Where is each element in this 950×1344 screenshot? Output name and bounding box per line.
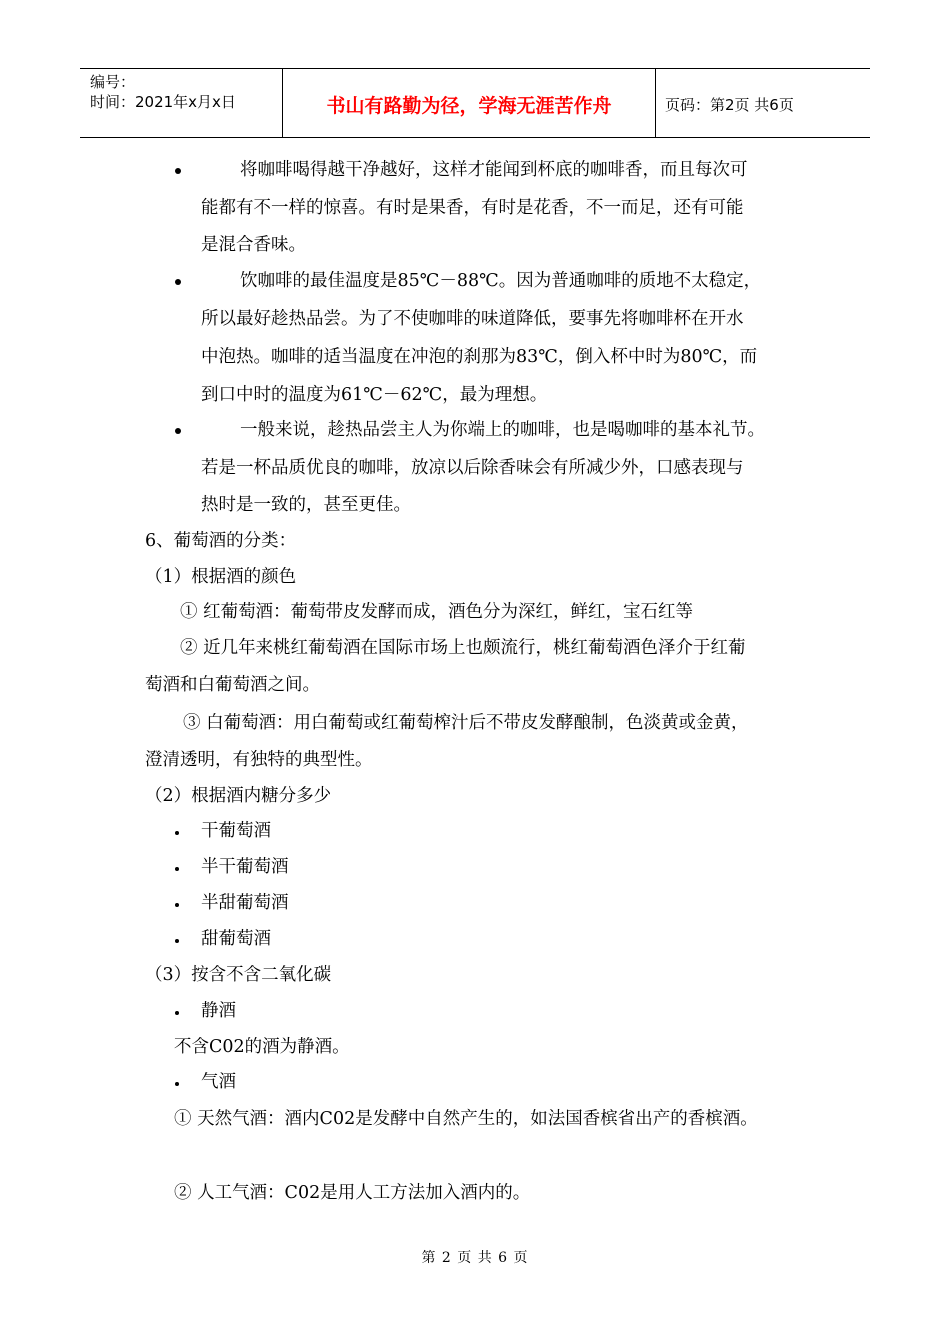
section-title: 6、葡萄酒的分类： <box>145 531 297 551</box>
paragraph-line: 若是一杯品质优良的咖啡，放凉以后除香味会有所减少外，口感表现与 <box>201 458 744 478</box>
document-number-label: 编号： <box>90 73 136 91</box>
header-meta-cell <box>80 69 282 137</box>
list-item: ① 天然气酒：酒内C02是发酵中自然产生的，如法国香槟省出产的香槟酒。 <box>174 1109 758 1129</box>
list-item: ② 近几年来桃红葡萄酒在国际市场上也颇流行，桃红葡萄酒色泽介于红葡 <box>180 638 746 658</box>
list-item: 静酒 <box>201 1001 236 1021</box>
paragraph-line: 一般来说，趁热品尝主人为你端上的咖啡，也是喝咖啡的基本礼节。 <box>240 420 765 440</box>
list-item: 甜葡萄酒 <box>201 929 271 949</box>
paragraph-line: 能都有不一样的惊喜。有时是果香，有时是花香，不一而足，还有可能 <box>201 198 744 218</box>
paragraph-line: 到口中时的温度为61℃－62℃，最为理想。 <box>201 385 548 405</box>
page-footer: 第 2 页 共 6 页 <box>421 1250 529 1266</box>
paragraph-line: 热时是一致的，甚至更佳。 <box>201 495 411 515</box>
paragraph-line: 将咖啡喝得越干净越好，这样才能闻到杯底的咖啡香，而且每次可 <box>240 160 748 180</box>
list-item: 半甜葡萄酒 <box>201 893 289 913</box>
list-item-continuation: 澄清透明，有独特的典型性。 <box>145 750 373 770</box>
list-item: 干葡萄酒 <box>201 821 271 841</box>
paragraph-line: 中泡热。咖啡的适当温度在冲泡的刹那为83℃，倒入杯中时为80℃，而 <box>201 347 758 367</box>
bullet-icon <box>175 279 181 285</box>
page-header <box>80 68 870 138</box>
bullet-icon <box>175 831 179 835</box>
subsection-heading: （3）按含不含二氧化碳 <box>145 965 332 985</box>
list-item: 气酒 <box>201 1072 236 1092</box>
list-item: ③ 白葡萄酒：用白葡萄或红葡萄榨汁后不带皮发酵酿制，色淡黄或金黄， <box>183 713 749 733</box>
paragraph-line: 饮咖啡的最佳温度是85℃－88℃。因为普通咖啡的质地不太稳定， <box>240 271 762 291</box>
header-page-info: 页码：第2页 共6页 <box>665 96 794 114</box>
bullet-icon <box>175 168 181 174</box>
document-date-label: 时间：2021年x月x日 <box>90 93 236 111</box>
bullet-icon <box>175 1082 179 1086</box>
header-motto: 书山有路勤为径，学海无涯苦作舟 <box>326 95 612 117</box>
subsection-heading: （1）根据酒的颜色 <box>145 567 297 587</box>
header-page-cell <box>655 69 870 137</box>
bullet-icon <box>175 428 181 434</box>
paragraph-line: 是混合香味。 <box>201 235 306 255</box>
list-item-description: 不含C02的酒为静酒。 <box>174 1037 350 1057</box>
list-item-continuation: 萄酒和白葡萄酒之间。 <box>145 675 320 695</box>
bullet-icon <box>175 903 179 907</box>
list-item: 半干葡萄酒 <box>201 857 289 877</box>
list-item: ① 红葡萄酒：葡萄带皮发酵而成，酒色分为深红，鲜红，宝石红等 <box>180 602 694 622</box>
subsection-heading: （2）根据酒内糖分多少 <box>145 786 332 806</box>
header-motto-cell <box>282 69 656 137</box>
bullet-icon <box>175 1011 179 1015</box>
paragraph-line: 所以最好趁热品尝。为了不使咖啡的味道降低，要事先将咖啡杯在开水 <box>201 309 744 329</box>
bullet-icon <box>175 867 179 871</box>
list-item: ② 人工气酒：C02是用人工方法加入酒内的。 <box>174 1183 531 1203</box>
bullet-icon <box>175 939 179 943</box>
